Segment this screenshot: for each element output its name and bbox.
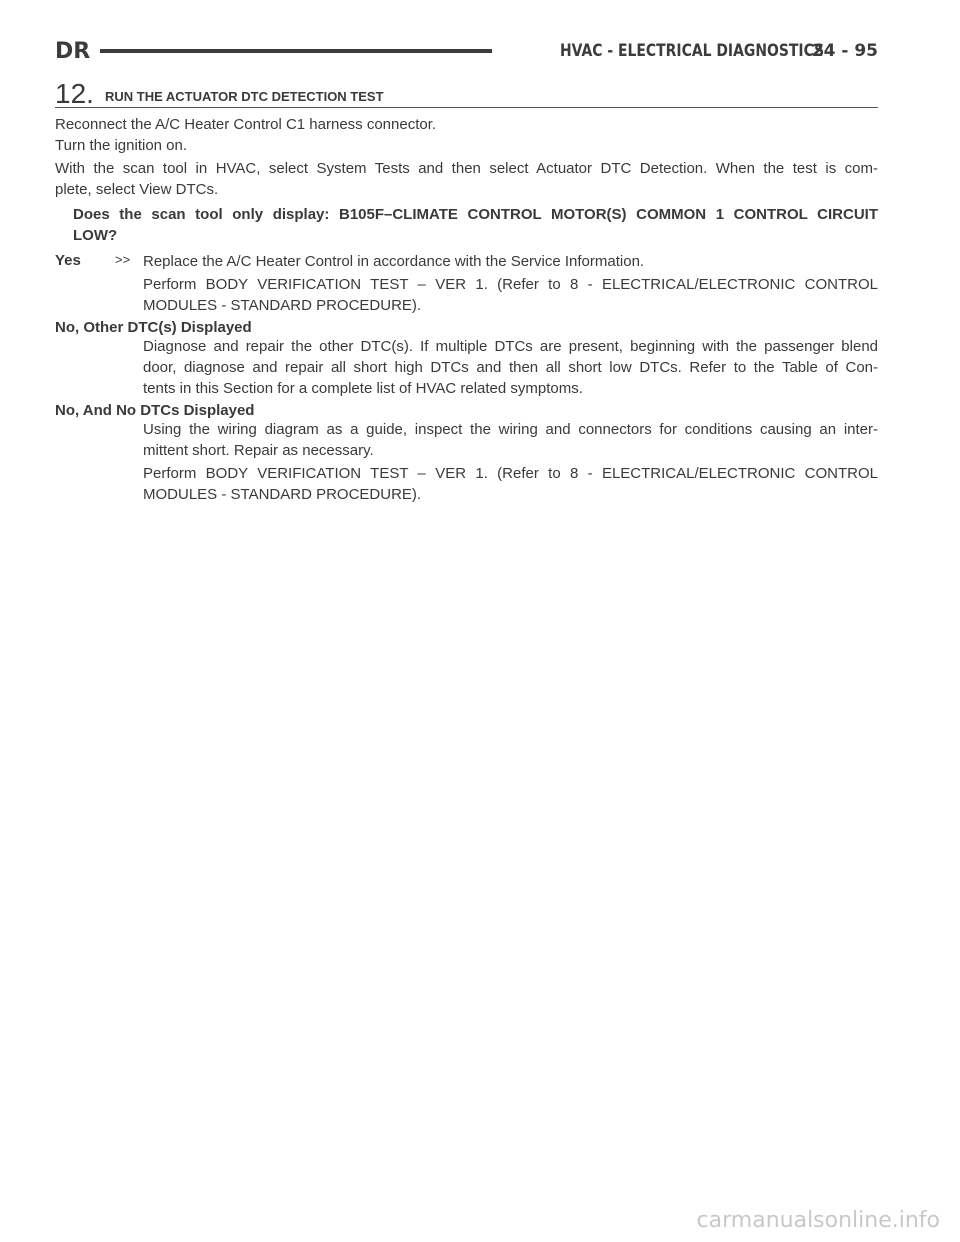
manual-code: DR [55, 38, 91, 64]
answer-no-none-line4: MODULES - STANDARD PROCEDURE). [143, 486, 422, 503]
answer-no-other-line3: tents in this Section for a complete list of HVAC related symptoms. [143, 380, 583, 397]
question-line1: Does the scan tool only display: B105F–CLIMATE CONTROL MOTOR(S) COMMON 1 CONTROL CIRCUIT [73, 206, 878, 223]
header-rule [100, 49, 491, 53]
page-header [55, 36, 878, 66]
answer-no-other-label: No, Other DTC(s) Displayed [55, 319, 252, 336]
page-number: 24 - 95 [811, 41, 878, 61]
watermark: carmanualsonline.info [696, 1208, 940, 1233]
arrow-glyph: >> [115, 252, 131, 267]
answer-yes-line3: MODULES - STANDARD PROCEDURE). [143, 297, 422, 314]
answer-yes-line1: Replace the A/C Heater Control in accordance with the Service Information. [143, 253, 645, 270]
instruction-scan-line1: With the scan tool in HVAC, select System Tests and then select Actuator DTC Detection. When the test is com- [55, 160, 878, 177]
answer-no-none-line3: Perform BODY VERIFICATION TEST – VER 1. (Refer to 8 - ELECTRICAL/ELECTRONIC CONTROL [143, 465, 878, 482]
answer-no-none-line2: mittent short. Repair as necessary. [143, 442, 374, 459]
instruction-reconnect: Reconnect the A/C Heater Control C1 harness connector. [55, 116, 437, 133]
step-number: 12. [55, 78, 94, 109]
instruction-ignition: Turn the ignition on. [55, 137, 188, 154]
section-title: HVAC - ELECTRICAL DIAGNOSTICS [559, 41, 824, 61]
answer-no-other-line2: door, diagnose and repair all short high DTCs and then all short low DTCs. Refer to the Table of Con- [143, 359, 878, 376]
answer-yes-label: Yes [55, 252, 81, 269]
answer-no-other-line1: Diagnose and repair the other DTC(s). If multiple DTCs are present, beginning with the passenger blend [143, 338, 878, 355]
step-heading [55, 80, 878, 108]
answer-no-none-line1: Using the wiring diagram as a guide, inspect the wiring and connectors for conditions causing an inter- [143, 421, 878, 438]
answer-no-none-label: No, And No DTCs Displayed [55, 402, 255, 419]
step-title: RUN THE ACTUATOR DTC DETECTION TEST [105, 89, 384, 104]
answer-yes-line2: Perform BODY VERIFICATION TEST – VER 1. (Refer to 8 - ELECTRICAL/ELECTRONIC CONTROL [143, 276, 878, 293]
question-line2: LOW? [73, 227, 118, 244]
instruction-scan-line2: plete, select View DTCs. [55, 181, 219, 198]
